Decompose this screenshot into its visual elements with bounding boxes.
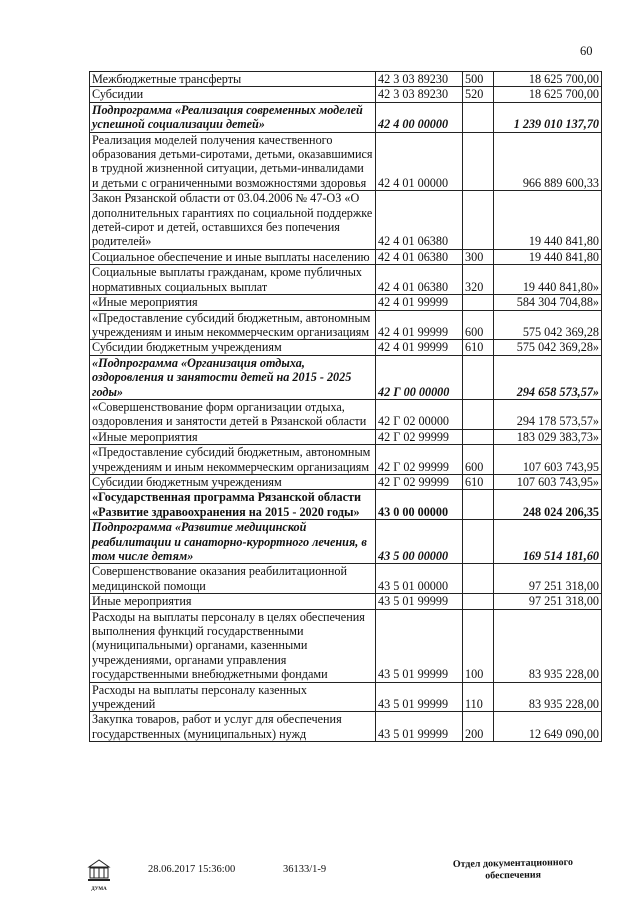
row-name: «Государственная программа Рязанской области «Развитие здравоохранения на 2015 - 2020 годы» (90, 490, 376, 520)
row-name: Субсидии бюджетным учреждениям (90, 340, 376, 355)
row-code: 43 5 01 99999 (376, 712, 463, 742)
row-expense-type: 300 (463, 249, 494, 264)
row-expense-type (463, 102, 494, 132)
row-amount: 83 935 228,00 (494, 609, 602, 682)
row-code: 42 4 00 00000 (376, 102, 463, 132)
page-number: 60 (580, 44, 593, 58)
row-expense-type: 610 (463, 474, 494, 489)
table-row (90, 445, 602, 475)
row-code: 42 Г 02 00000 (376, 399, 463, 429)
row-amount: 83 935 228,00 (494, 682, 602, 712)
table-row (90, 355, 602, 399)
row-name: Подпрограмма «Развитие медицинской реабилитации и санаторно-курортного лечения, в том числе детям» (90, 520, 376, 564)
row-amount: 19 440 841,80 (494, 191, 602, 250)
row-code: 43 0 00 00000 (376, 490, 463, 520)
row-amount: 575 042 369,28» (494, 340, 602, 355)
table-row (90, 265, 602, 295)
row-name: Подпрограмма «Реализация современных моделей успешной социализации детей» (90, 102, 376, 132)
table-row (90, 310, 602, 340)
row-amount: 294 658 573,57» (494, 355, 602, 399)
row-code: 42 4 01 99999 (376, 340, 463, 355)
footer-date: 28.06.2017 15:36:00 (148, 864, 236, 875)
row-name: Субсидии (90, 87, 376, 102)
row-expense-type (463, 355, 494, 399)
table-row (90, 609, 602, 682)
row-expense-type (463, 594, 494, 609)
row-name: Межбюджетные трансферты (90, 72, 376, 87)
row-expense-type (463, 429, 494, 444)
table-row (90, 87, 602, 102)
row-name: Иные мероприятия (90, 594, 376, 609)
row-name: «Подпрограмма «Организация отдыха, оздоровления и занятости детей на 2015 - 2025 годы» (90, 355, 376, 399)
row-expense-type: 110 (463, 682, 494, 712)
stamp-line-2: обеспечения (485, 869, 542, 882)
row-amount: 1 239 010 137,70 (494, 102, 602, 132)
row-amount: 183 029 383,73» (494, 429, 602, 444)
row-amount: 97 251 318,00 (494, 594, 602, 609)
table-row (90, 132, 602, 191)
table-row (90, 474, 602, 489)
row-amount: 966 889 600,33 (494, 132, 602, 191)
row-expense-type (463, 132, 494, 191)
row-code: 43 5 01 00000 (376, 564, 463, 594)
table-row (90, 191, 602, 250)
row-expense-type: 520 (463, 87, 494, 102)
row-expense-type: 600 (463, 445, 494, 475)
row-name: Расходы на выплаты персоналу в целях обеспечения выполнения функций государственными (муниципальными) органами, казенными учреждениями, органами управления государственными внебюджетными фондами (90, 609, 376, 682)
row-expense-type: 100 (463, 609, 494, 682)
row-code: 42 4 01 06380 (376, 249, 463, 264)
table-row (90, 295, 602, 310)
row-code: 43 5 00 00000 (376, 520, 463, 564)
row-name: Социальные выплаты гражданам, кроме публичных нормативных социальных выплат (90, 265, 376, 295)
row-expense-type (463, 399, 494, 429)
row-code: 42 4 01 99999 (376, 295, 463, 310)
row-expense-type: 320 (463, 265, 494, 295)
row-expense-type (463, 191, 494, 250)
row-amount: 169 514 181,60 (494, 520, 602, 564)
row-expense-type (463, 490, 494, 520)
row-amount: 248 024 206,35 (494, 490, 602, 520)
row-code: 42 3 03 89230 (376, 72, 463, 87)
table-row (90, 102, 602, 132)
row-expense-type (463, 564, 494, 594)
row-name: «Совершенствование форм организации отдыха, оздоровления и занятости детей в Рязанской области (90, 399, 376, 429)
row-code: 42 4 01 99999 (376, 310, 463, 340)
row-name: Расходы на выплаты персоналу казенных учреждений (90, 682, 376, 712)
row-name: «Предоставление субсидий бюджетным, автономным учреждениям и иным некоммерческим организациям (90, 310, 376, 340)
budget-table (89, 71, 602, 742)
table-row (90, 340, 602, 355)
row-code: 43 5 01 99999 (376, 609, 463, 682)
row-name: Реализация моделей получения качественного образования детьми-сиротами, детьми, оказавшимися в трудной жизненной ситуации, детьми-инвалидами и детьми с ограниченными возможностями здоровья (90, 132, 376, 191)
row-expense-type: 500 (463, 72, 494, 87)
footer-doc-number: 36133/1-9 (283, 864, 327, 875)
row-amount: 107 603 743,95 (494, 445, 602, 475)
row-name: Закупка товаров, работ и услуг для обеспечения государственных (муниципальных) нужд (90, 712, 376, 742)
row-expense-type: 600 (463, 310, 494, 340)
row-amount: 584 304 704,88» (494, 295, 602, 310)
row-expense-type (463, 295, 494, 310)
row-code: 42 4 01 06380 (376, 265, 463, 295)
row-code: 42 Г 00 00000 (376, 355, 463, 399)
table-row (90, 594, 602, 609)
table-row (90, 72, 602, 87)
stamp-line-1: Отдел документационного (452, 856, 574, 871)
row-name: «Иные мероприятия (90, 429, 376, 444)
row-amount: 19 440 841,80» (494, 265, 602, 295)
table-row (90, 712, 602, 742)
table-row (90, 429, 602, 444)
row-expense-type: 200 (463, 712, 494, 742)
duma-logo-icon (86, 858, 112, 892)
row-amount: 12 649 090,00 (494, 712, 602, 742)
row-name: «Предоставление субсидий бюджетным, автономным учреждениям и иным некоммерческим организациям (90, 445, 376, 475)
row-amount: 107 603 743,95» (494, 474, 602, 489)
row-code: 42 Г 02 99999 (376, 474, 463, 489)
row-name: Социальное обеспечение и иные выплаты населению (90, 249, 376, 264)
row-code: 42 4 01 06380 (376, 191, 463, 250)
row-expense-type: 610 (463, 340, 494, 355)
row-name: Совершенствование оказания реабилитационной медицинской помощи (90, 564, 376, 594)
row-name: Субсидии бюджетным учреждениям (90, 474, 376, 489)
row-code: 43 5 01 99999 (376, 594, 463, 609)
table-row (90, 682, 602, 712)
logo-text: ДУМА (91, 887, 107, 892)
row-code: 42 4 01 00000 (376, 132, 463, 191)
table-row (90, 399, 602, 429)
row-name: «Иные мероприятия (90, 295, 376, 310)
row-amount: 294 178 573,57» (494, 399, 602, 429)
table-row (90, 490, 602, 520)
table-row (90, 520, 602, 564)
row-amount: 575 042 369,28 (494, 310, 602, 340)
row-amount: 18 625 700,00 (494, 87, 602, 102)
table-row (90, 249, 602, 264)
row-amount: 19 440 841,80 (494, 249, 602, 264)
row-code: 42 3 03 89230 (376, 87, 463, 102)
row-code: 43 5 01 99999 (376, 682, 463, 712)
row-code: 42 Г 02 99999 (376, 445, 463, 475)
row-amount: 18 625 700,00 (494, 72, 602, 87)
row-code: 42 Г 02 99999 (376, 429, 463, 444)
department-stamp (448, 857, 578, 883)
row-amount: 97 251 318,00 (494, 564, 602, 594)
row-name: Закон Рязанской области от 03.04.2006 № 47-ОЗ «О дополнительных гарантиях по социальной поддержке детей-сирот и детей, оставшихся без попечения родителей» (90, 191, 376, 250)
table-row (90, 564, 602, 594)
row-expense-type (463, 520, 494, 564)
